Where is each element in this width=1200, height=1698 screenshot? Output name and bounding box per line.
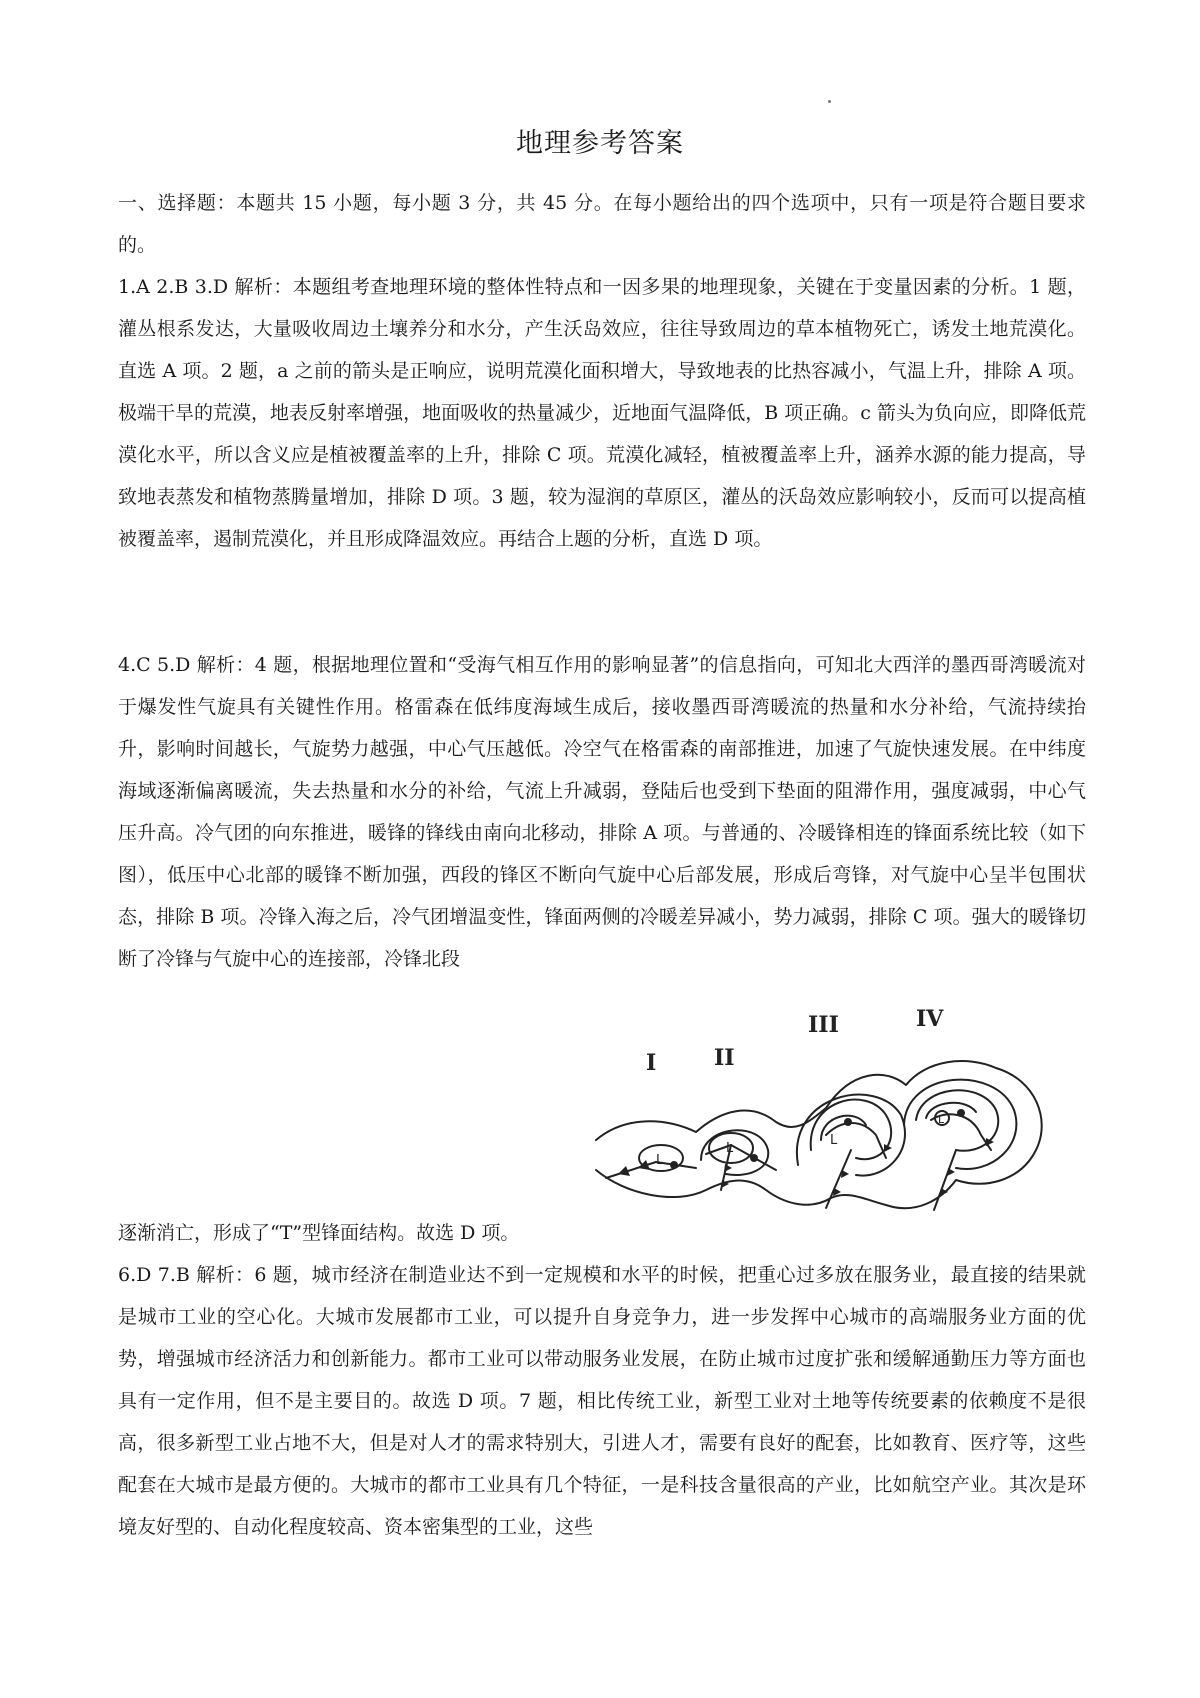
answer-4-5: 4.C 5.D 解析：4 题，根据地理位置和“受海气相互作用的影响显著”的信息指向，可知北大西洋的墨西哥湾暖流对于爆发性气旋具有关键性作用。格雷森在低纬度海域生成后，接收墨西哥湾暖流的热量和水分补给，气流持续抬升，影响时间越长，气旋势力越强，中心气压越低。冷空气在格雷森的南部推进，加速了气旋快速发展。在中纬度海域逐渐偏离暖流，失去热量和水分的补给，气流上升减弱，登陆后也受到下垫面的阻滞作用，强度减弱，中心气压升高。冷气团的向东推进，暖锋的锋线由南向北移动，排除 A 项。与普通的、冷暖锋相连的锋面系统比较（如下图），低压中心北部的暖锋不断加强，西段的锋区不断向气旋中心后部发展，形成后弯锋，对气旋中心呈半包围状态，排除 B 项。冷锋入海之后，冷气团增温变性，锋面两侧的冷暖差异减小，势力减弱，排除 C 项。强大的暖锋切断了冷锋与气旋中心的连接部，冷锋北段 — [118, 654, 1086, 970]
isobar-iv-3 — [926, 1103, 976, 1118]
cold-front-iv — [934, 1150, 956, 1210]
answer-6-7: 6.D 7.B 解析：6 题，城市经济在制造业达不到一定规模和水平的时候，把重心过多放在服务业，最直接的结果就是城市工业的空心化。大城市发展都市工业，可以提升自身竞争力，进一步发挥中心城市的高端服务业方面的优势，增强城市经济活力和创新能力。都市工业可以带动服务业发展，在防止城市过度扩张和缓解通勤压力等方面也具有一定作用，但不是主要目的。故选 D 项。7 题，相比传统工业，新型工业对土地等传统要素的依赖度不是很高，很多新型工业占地不大，但是对人才的需求特别大，引进人才，需要有良好的配套，比如教育、医疗等，这些配套在大城市是最方便的。大城市的都市工业具有几个特征，一是科技含量很高的产业，比如航空产业。其次是环境友好型的、自动化程度较高、资本密集型的工业，这些 — [118, 1264, 1086, 1538]
outer-isobar — [596, 1061, 1042, 1208]
isobar-iii-2 — [797, 1095, 905, 1176]
center-symbol-iv: L — [938, 1113, 945, 1126]
center-symbol-iii: L — [830, 1133, 838, 1148]
answer-4-5-tail: 逐渐消亡，形成了“T”型锋面结构。故选 D 项。 — [118, 1222, 520, 1244]
isobar-iii-3 — [821, 1116, 866, 1140]
figure-label-iv: IV — [916, 1006, 944, 1032]
page-title: 地理参考答案 — [516, 128, 684, 159]
figure-label-iii: III — [808, 1012, 839, 1038]
scan-dot — [828, 100, 831, 103]
cyclone-front-figure — [586, 1006, 1056, 1230]
section-intro: 一、选择题：本题共 15 小题，每小题 3 分，共 45 分。在每小题给出的四个选项中，只有一项是符合题目要求的。 — [118, 192, 1086, 256]
cyclone-front-diagram — [586, 1040, 1056, 1230]
figure-label-ii: II — [714, 1045, 735, 1071]
cold-front-iii — [826, 1150, 851, 1208]
answer-1-3: 1.A 2.B 3.D 解析：本题组考查地理环境的整体性特点和一因多果的地理现象，关键在于变量因素的分析。1 题，灌丛根系发达，大量吸收周边土壤养分和水分，产生沃岛效应，往往导致周边的草本植物死亡，诱发土地荒漠化。直选 A 项。2 题，a 之前的箭头是正响应，说明荒漠化面积增大，导致地表的比热容减小，气温上升，排除 A 项。极端干旱的荒漠，地表反射率增强，地面吸收的热量减少，近地面气温降低，B 项正确。c 箭头为负向应，即降低荒漠化水平，所以含义应是植被覆盖率的上升，排除 C 项。荒漠化减轻，植被覆盖率上升，涵养水源的能力提高，导致地表蒸发和植物蒸腾量增加，排除 D 项。3 题，较为湿润的草原区，灌丛的沃岛效应影响较小，反而可以提高植被覆盖率，遏制荒漠化，并且形成降温效应。再结合上题的分析，直选 D 项。 — [118, 276, 1086, 550]
center-symbol-ii: L — [726, 1141, 734, 1156]
cold-front-i — [606, 1162, 656, 1178]
figure-label-i: I — [646, 1050, 657, 1076]
isobar-iv-2 — [904, 1080, 1016, 1169]
center-symbol-i: L — [656, 1153, 664, 1168]
front-ii — [706, 1145, 776, 1170]
